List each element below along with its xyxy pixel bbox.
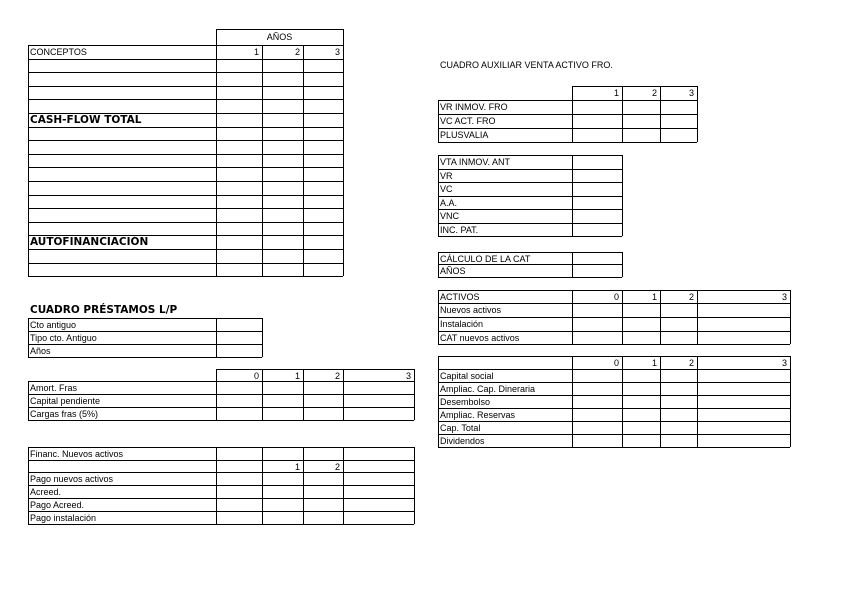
col-header: 2 <box>651 88 657 98</box>
row-label: Acreed. <box>30 487 62 497</box>
financ-title: Financ. Nuevos activos <box>30 449 124 459</box>
col-header: 3 <box>334 47 340 57</box>
grid-line <box>28 208 343 209</box>
row-label: Pago nuevos activos <box>30 474 114 484</box>
grid-line <box>28 167 343 168</box>
conceptos-label: CONCEPTOS <box>30 47 87 57</box>
grid-line <box>697 86 698 100</box>
grid-line <box>343 381 344 420</box>
row-label: Ampliac. Cap. Dineraria <box>440 384 536 394</box>
col-header: 1 <box>651 292 657 302</box>
grid-line <box>438 344 790 345</box>
row-label: Capital pendiente <box>30 396 101 406</box>
row-label: Dividendos <box>440 436 485 446</box>
grid-line <box>660 356 661 447</box>
grid-line <box>28 460 414 461</box>
grid-line <box>28 181 343 182</box>
grid-line <box>572 155 573 236</box>
row-label: AÑOS <box>440 266 466 276</box>
row-label: Pago Acreed. <box>30 500 85 510</box>
grid-line <box>28 357 262 358</box>
grid-line <box>28 72 343 73</box>
col-header: 0 <box>613 292 619 302</box>
grid-line <box>28 249 343 250</box>
grid-line <box>28 127 343 128</box>
row-label: Amort. Fras <box>30 383 78 393</box>
grid-line <box>414 381 415 420</box>
grid-line <box>790 290 791 344</box>
grid-line <box>438 356 439 447</box>
grid-line <box>790 356 791 447</box>
grid-line <box>28 195 343 196</box>
grid-line <box>216 45 217 276</box>
row-label: VC <box>440 184 453 194</box>
grid-line <box>414 369 415 381</box>
row-label: CÁLCULO DE LA CAT <box>440 254 531 264</box>
grid-line <box>28 59 343 60</box>
activos-header: ACTIVOS <box>440 292 480 302</box>
grid-line <box>262 45 263 276</box>
cash-flow-total: CASH-FLOW TOTAL <box>30 114 142 126</box>
row-label: Cap. Total <box>440 423 481 433</box>
grid-line <box>303 381 304 420</box>
row-label: PLUSVALIA <box>440 130 489 140</box>
row-label: VC ACT. FRO <box>440 116 496 126</box>
col-header: 2 <box>294 47 300 57</box>
grid-line <box>28 154 343 155</box>
row-label: Desembolso <box>440 397 491 407</box>
grid-line <box>303 447 304 524</box>
row-label: INC. PAT. <box>440 225 479 235</box>
row-label: VR INMOV. FRO <box>440 102 508 112</box>
grid-line <box>28 420 414 421</box>
grid-line <box>572 100 573 142</box>
col-header: 1 <box>651 358 657 368</box>
grid-line <box>660 100 661 142</box>
row-label: Instalación <box>440 319 484 329</box>
row-label: Cto antiguo <box>30 320 77 330</box>
grid-line <box>343 447 344 524</box>
col-header: 3 <box>781 358 787 368</box>
row-label: VTA INMOV. ANT <box>440 157 511 167</box>
grid-line <box>28 86 343 87</box>
grid-line <box>622 356 623 447</box>
grid-line <box>216 381 217 420</box>
grid-line <box>216 29 343 30</box>
grid-line <box>262 381 263 420</box>
col-header: 0 <box>613 358 619 368</box>
grid-line <box>438 252 439 277</box>
grid-line <box>697 100 698 142</box>
row-label: VR <box>440 171 453 181</box>
grid-line <box>28 99 343 100</box>
grid-line <box>572 356 573 447</box>
row-label: Tipo cto. Antiguo <box>30 333 97 343</box>
grid-line <box>28 276 343 277</box>
row-label: Nuevos activos <box>440 305 502 315</box>
col-header: 3 <box>405 371 411 381</box>
grid-line <box>697 356 698 447</box>
row-label: Pago instalación <box>30 513 97 523</box>
grid-line <box>216 447 217 524</box>
autofinanciacion: AUTOFINANCIACIÓN <box>30 236 149 248</box>
grid-line <box>438 277 622 278</box>
grid-line <box>343 45 344 276</box>
grid-line <box>303 45 304 276</box>
col-header: 1 <box>253 47 259 57</box>
grid-line <box>438 447 790 448</box>
grid-line <box>438 155 439 236</box>
row-label: Ampliac. Reservas <box>440 410 516 420</box>
grid-line <box>414 447 415 524</box>
grid-line <box>438 100 439 142</box>
grid-line <box>622 100 623 142</box>
row-label: A.A. <box>440 198 458 208</box>
grid-line <box>28 381 29 420</box>
grid-line <box>438 236 622 237</box>
col-header: 2 <box>334 462 340 472</box>
col-header: 1 <box>294 371 300 381</box>
grid-line <box>28 263 343 264</box>
col-header: 2 <box>334 371 340 381</box>
row-label: Años <box>30 346 51 356</box>
grid-line <box>28 318 29 357</box>
prestamos-title: CUADRO PRÉSTAMOS L/P <box>30 304 178 316</box>
grid-line <box>28 524 414 525</box>
grid-line <box>28 45 29 276</box>
grid-line <box>438 142 697 143</box>
grid-line <box>28 222 343 223</box>
grid-line <box>622 252 623 277</box>
col-header: 3 <box>781 292 787 302</box>
grid-line <box>622 155 623 236</box>
aux-venta-title: CUADRO AUXILIAR VENTA ACTIVO FRO. <box>440 60 613 70</box>
grid-line <box>343 29 344 45</box>
row-label: CAT nuevos activos <box>440 333 520 343</box>
row-label: VNC <box>440 211 460 221</box>
row-label: Cargas fras (5%) <box>30 409 99 419</box>
col-header: 1 <box>613 88 619 98</box>
col-header: 3 <box>688 88 694 98</box>
grid-line <box>262 318 263 357</box>
grid-line <box>572 252 573 277</box>
grid-line <box>438 290 439 344</box>
col-header: 0 <box>253 371 259 381</box>
row-label: Capital social <box>440 371 494 381</box>
grid-line <box>216 318 217 357</box>
grid-line <box>262 447 263 524</box>
grid-line <box>28 447 29 524</box>
grid-line <box>28 140 343 141</box>
col-header: 2 <box>688 292 694 302</box>
col-header: 2 <box>688 358 694 368</box>
years-header: AÑOS <box>266 32 293 42</box>
col-header: 1 <box>294 462 300 472</box>
